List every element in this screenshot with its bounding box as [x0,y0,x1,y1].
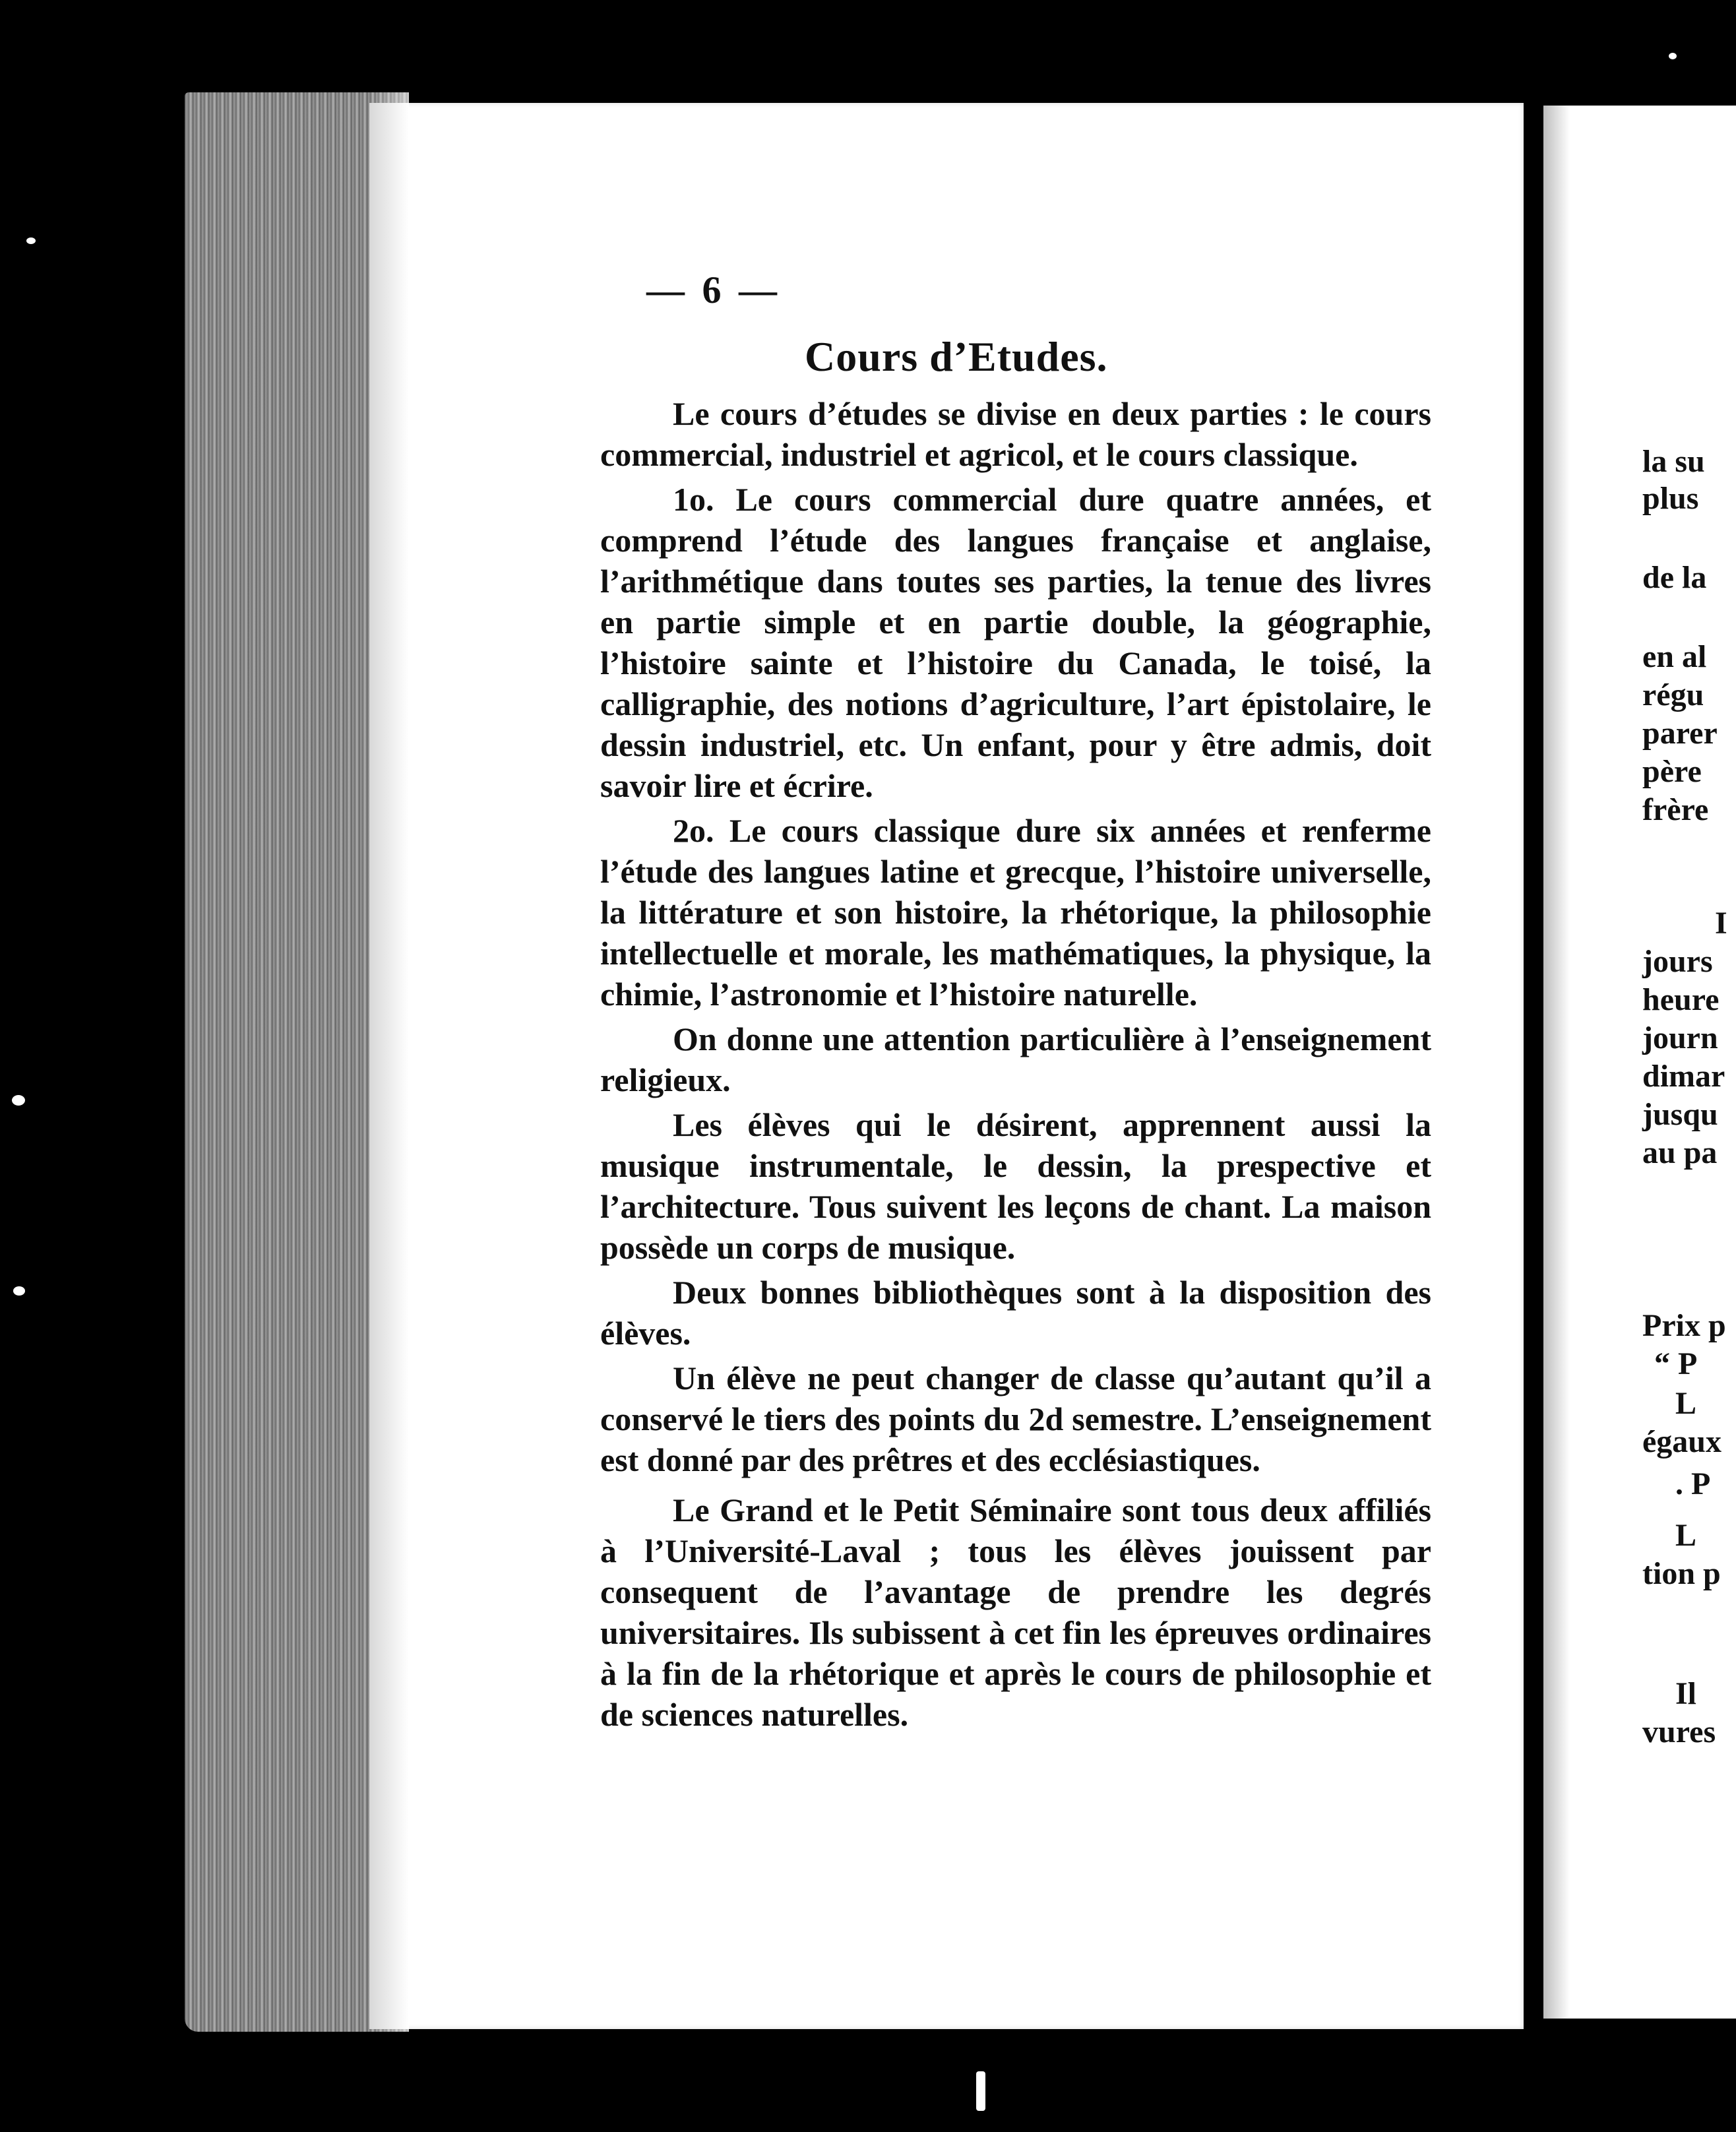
right-page-fragment: dimar [1642,1059,1725,1094]
right-page-fragment: jours [1642,944,1713,979]
right-page-fragment: frère [1642,792,1709,827]
right-page-fragment: la su [1642,444,1705,479]
right-page-fragment: égaux [1642,1424,1721,1459]
right-page-fragment: heure [1642,982,1720,1017]
right-page-fragment: vures [1642,1714,1716,1749]
right-page-fragment: L [1675,1518,1697,1553]
right-page-fragment: Il [1675,1676,1697,1711]
right-page-fragment: . P [1675,1466,1711,1501]
right-page-fragment: L [1675,1386,1697,1421]
left-page [369,103,1524,2029]
scan-speck [1669,53,1677,59]
right-page-fragment: père [1642,754,1702,789]
scan-speck [13,1286,25,1296]
body-text [600,393,1431,1739]
scan-speck [26,237,36,244]
page-number: — 6 — [646,268,781,311]
paragraph: Les élèves qui le désirent, apprennent aussi la musique instrumentale, le dessin, la prespective et l’architecture. Tous suivent les leçons de chant. La maison possède un corps de musique. [600,1106,1431,1266]
right-page-fragment: plus [1642,481,1699,516]
right-page-fragment: journ [1642,1020,1718,1055]
right-page-fragment: régu [1642,677,1704,712]
paragraph: Le Grand et le Petit Séminaire sont tous deux affiliés à l’Université-Laval ; tous les élèves jouissent par consequent de l’avantage de prendre les degrés universitaires. Ils subissent à cet fin les épreuves ordinaires à la fin de la rhétorique et après le cours de philosophie et de sciences naturelles. [600,1491,1431,1733]
right-page-fragment: Prix p [1642,1308,1726,1343]
scan-speck [976,2071,985,2111]
scan-speck [12,1095,25,1106]
right-page-fragment: “ P [1654,1346,1698,1381]
right-page-fragment: jusqu [1642,1097,1718,1132]
right-page-fragment: au pa [1642,1135,1718,1170]
right-page-fragment: en al [1642,639,1707,674]
paragraph: On donne une attention particulière à l’enseignement religieux. [600,1020,1431,1098]
paragraph: Le cours d’études se divise en deux parties : le cours commercial, industriel et agricol, et le cours classique. [600,395,1431,473]
right-page-fragment: de la [1642,560,1707,595]
paragraph: 2o. Le cours classique dure six années et renferme l’étude des langues latine et grecque, l’histoire universelle, la littérature et son histoire, la rhétorique, la philosophie intellectuelle et morale, les mathématiques, la physique, la chimie, l’astronomie et l’histoire naturelle. [600,812,1431,1013]
paragraph: 1o. Le cours commercial dure quatre années, et comprend l’étude des langues française et anglaise, l’arithmétique dans toutes ses parties, la tenue des livres en partie simple et en partie double, la géographie, l’histoire sainte et l’histoire du Canada, le toisé, la calligraphie, des notions d’agriculture, l’art épistolaire, le dessin industriel, etc. Un enfant, pour y être admis, doit savoir lire et écrire. [600,481,1431,804]
right-page-fragment: tion p [1642,1556,1721,1591]
section-heading: Cours d’Etudes. [805,333,1108,380]
right-page-fragment: parer [1642,716,1718,751]
paragraph: Un élève ne peut changer de classe qu’autant qu’il a conservé le tiers des points du 2d semestre. L’enseignement est donné par des prêtres et des ecclésiastiques. [600,1360,1431,1478]
right-page-fragment: I [1715,906,1727,941]
paragraph: Deux bonnes bibliothèques sont à la disposition des élèves. [600,1274,1431,1352]
